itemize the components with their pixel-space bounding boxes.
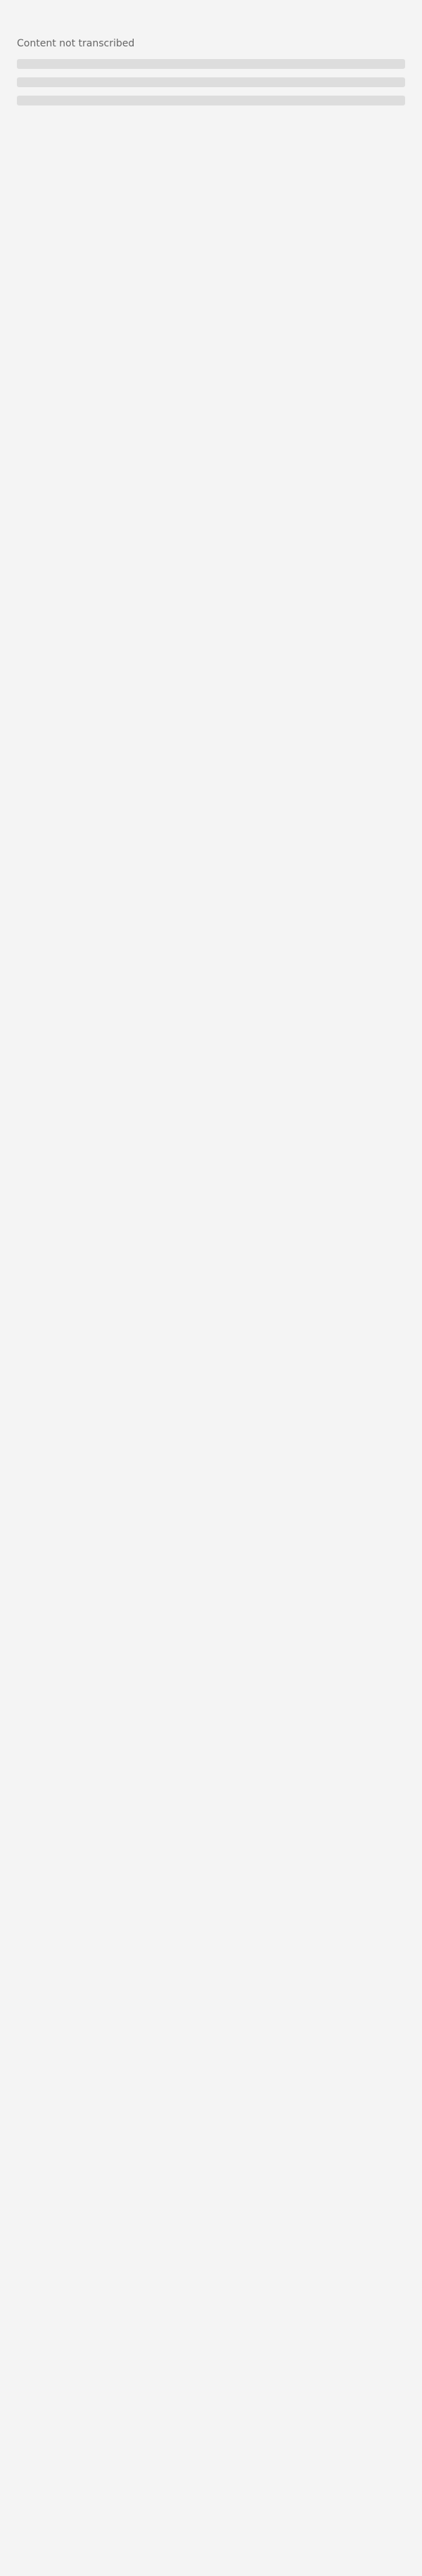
- placeholder-bar: [17, 59, 405, 69]
- placeholder-note: Content not transcribed: [17, 38, 135, 49]
- placeholder-bar: [17, 96, 405, 105]
- placeholder-bar: [17, 77, 405, 87]
